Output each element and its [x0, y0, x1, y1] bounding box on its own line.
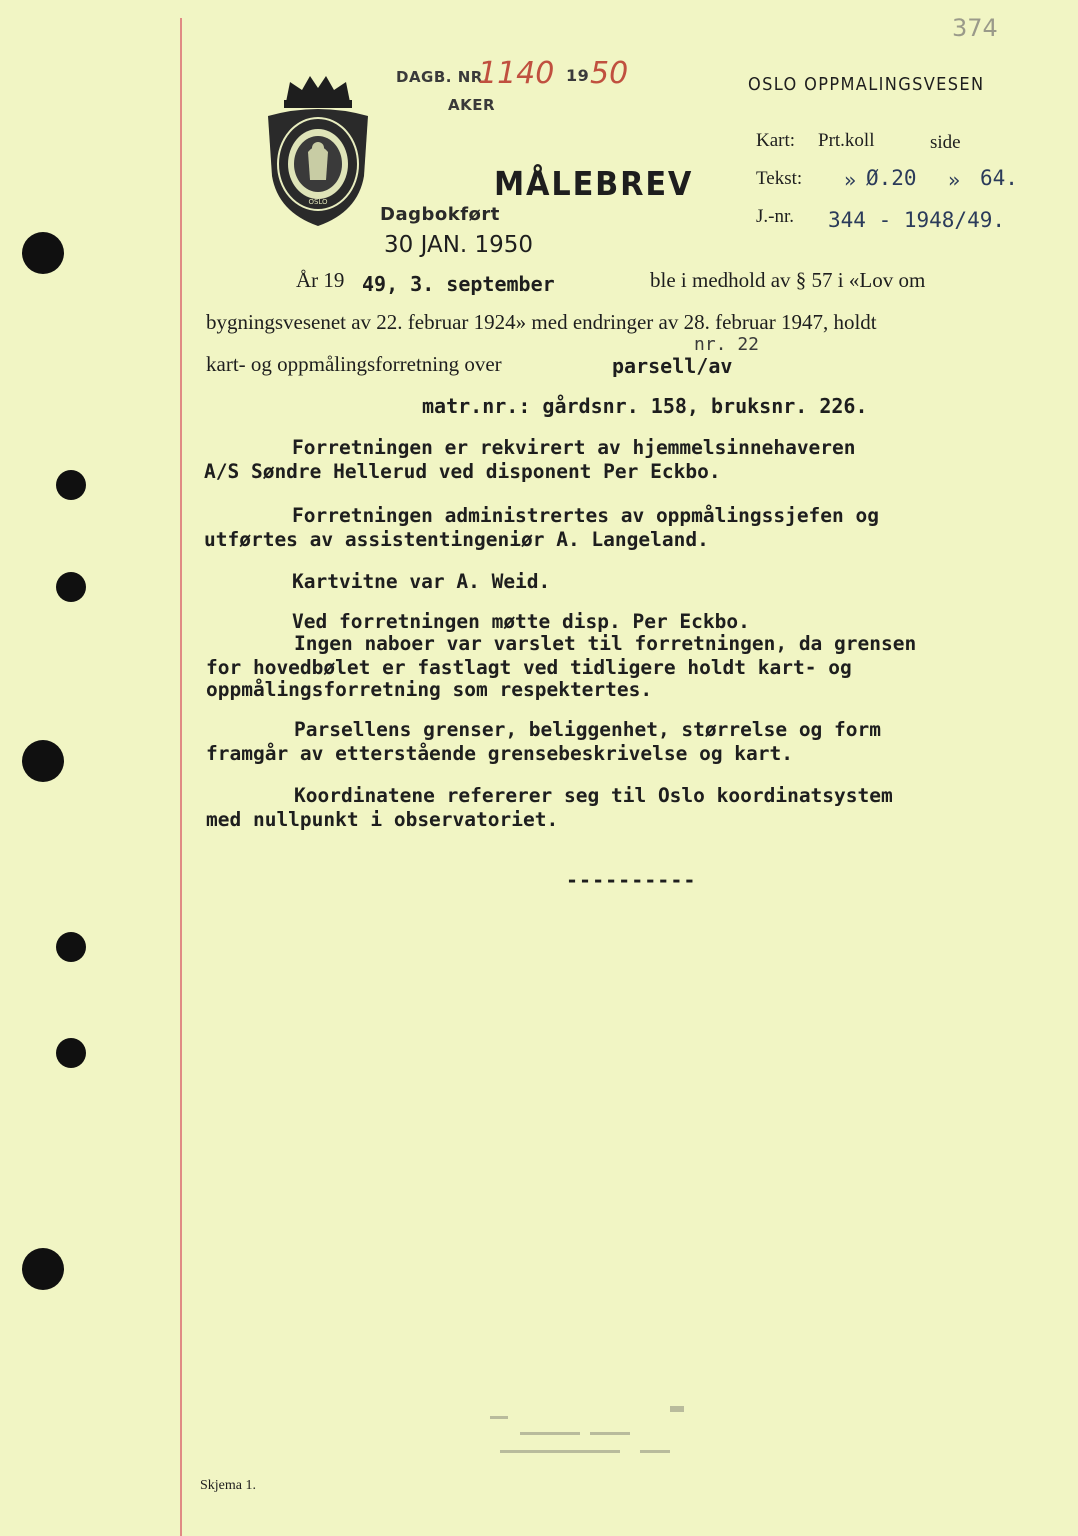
separator-line: ---------- — [566, 868, 697, 892]
paragraph-6-line-1: Koordinatene refererer seg til Oslo koordinatsystem — [294, 784, 893, 807]
paragraph-2-line-1: Forretningen administrertes av oppmålingssjefen og — [292, 504, 879, 527]
faint-stamp-residue — [460, 1396, 700, 1476]
svg-text:OSLO: OSLO — [308, 198, 328, 206]
paragraph-5-line-2: framgår av etterstående grensebeskrivelse og kart. — [206, 742, 793, 765]
office-name: OSLO OPPMALINGSVESEN — [748, 74, 985, 95]
punch-hole — [22, 232, 64, 274]
paragraph-4-line-3: for hovedbølet er fastlagt ved tidligere holdt kart- og — [206, 656, 852, 679]
punch-hole — [22, 1248, 64, 1290]
jnr-value: 344 - 1948/49. — [828, 208, 1006, 232]
paragraph-6-line-2: med nullpunkt i observatoriet. — [206, 808, 559, 831]
dagb-label: DAGB. NR. — [396, 68, 490, 86]
punch-hole — [22, 740, 64, 782]
tekst-value-2: 64. — [980, 166, 1018, 190]
dagbokfort-date: 30 JAN. 1950 — [384, 232, 534, 258]
paragraph-1-line-1: Forretningen er rekvirert av hjemmelsinnehaveren — [292, 436, 856, 459]
jnr-label: J.-nr. — [756, 206, 794, 227]
paragraph-2-line-2: utførtes av assistentingeniør A. Langeland. — [204, 528, 709, 551]
side-label: side — [930, 132, 961, 153]
intro-line-2: bygningsvesenet av 22. februar 1924» med endringer av 28. februar 1947, holdt — [206, 310, 877, 334]
punch-hole — [56, 932, 86, 962]
document-title: MÅLEBREV — [494, 164, 694, 203]
kart-label: Kart: — [756, 130, 796, 151]
paragraph-4-line-4: oppmålingsforretning som respektertes. — [206, 678, 653, 701]
tekst-mark-1: » — [844, 168, 857, 192]
intro-line-3-typed: parsell/av — [612, 354, 733, 378]
dagb-year-prefix: 19 — [566, 66, 590, 85]
intro-line-1-prefix: År 19 — [296, 268, 345, 292]
intro-line-3-prefix: kart- og oppmålingsforretning over — [206, 352, 502, 376]
tekst-label: Tekst: — [756, 168, 803, 189]
aker-label: AKER — [448, 96, 496, 114]
oslo-seal-icon — [258, 72, 378, 232]
paragraph-5-line-1: Parsellens grenser, beliggenhet, størrelse og form — [294, 718, 881, 741]
matr-line: matr.nr.: gårdsnr. 158, bruksnr. 226. — [422, 394, 868, 418]
paragraph-1-line-2: A/S Søndre Hellerud ved disponent Per Eckbo. — [204, 460, 721, 483]
punch-hole — [56, 1038, 86, 1068]
punch-hole — [56, 572, 86, 602]
punch-hole — [56, 470, 86, 500]
kart-value: Prt.koll — [818, 130, 875, 151]
margin-line — [180, 18, 182, 1536]
intro-line-1-suffix: ble i medhold av § 57 i «Lov om — [650, 268, 926, 292]
paragraph-4-line-2: Ingen naboer var varslet til forretningen, da grensen — [294, 632, 917, 655]
dagb-handwritten-number: 1140 — [478, 56, 555, 91]
intro-superscript: nr. 22 — [694, 334, 760, 355]
corner-page-number: 374 — [952, 14, 998, 42]
tekst-mark-2: » — [948, 168, 961, 192]
paragraph-4-line-1: Ved forretningen møtte disp. Per Eckbo. — [292, 610, 750, 633]
dagbokfort-stamp: Dagbokført — [380, 204, 500, 225]
intro-line-1-date: 49, 3. september — [362, 272, 555, 296]
skjema-label: Skjema 1. — [200, 1478, 256, 1493]
dagb-year-handwritten: 50 — [590, 56, 629, 91]
tekst-value-1: Ø.20 — [866, 166, 917, 190]
paragraph-3-line-1: Kartvitne var A. Weid. — [292, 570, 551, 593]
